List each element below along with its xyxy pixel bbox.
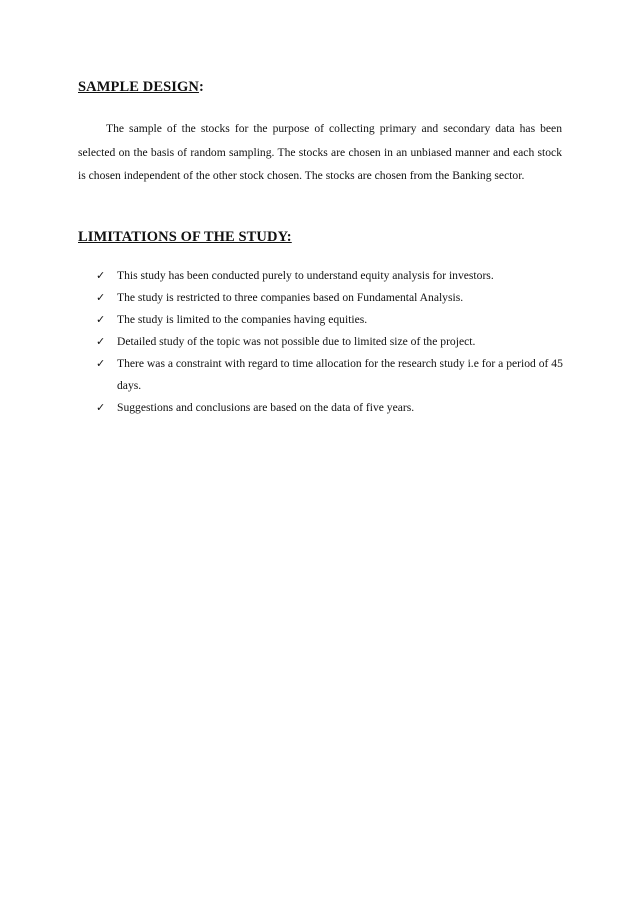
limitations-list — [96, 265, 566, 419]
checkmark-icon: ✓ — [96, 291, 106, 304]
sample-design-heading-text: SAMPLE DESIGN — [78, 79, 199, 95]
checkmark-icon: ✓ — [96, 269, 106, 282]
list-item — [96, 287, 566, 309]
list-item-text: The study is limited to the companies having equities. — [117, 313, 368, 326]
list-item — [96, 353, 566, 397]
list-item-text: This study has been conducted purely to understand equity analysis for investors. — [117, 269, 494, 282]
list-item-text: The study is restricted to three companies based on Fundamental Analysis. — [117, 291, 464, 304]
checkmark-icon: ✓ — [96, 357, 106, 370]
checkmark-icon: ✓ — [96, 401, 106, 414]
list-item — [96, 309, 566, 331]
list-item — [96, 397, 566, 419]
sample-design-paragraph: The sample of the stocks for the purpose of collecting primary and secondary data has been selected on the basis of random sampling. The stocks are chosen in an unbiased manner and each stock is chosen independent of the other stock chosen. The stocks are chosen from the Banking sector. — [78, 122, 562, 182]
limitations-heading-text: LIMITATIONS OF THE STUDY: — [78, 229, 292, 245]
list-item-text: Detailed study of the topic was not possible due to limited size of the project. — [117, 335, 476, 348]
sample-design-heading-colon: : — [198, 79, 204, 95]
list-item-text: There was a constraint with regard to time allocation for the research study i.e for a period of 45 days. — [117, 357, 563, 392]
checkmark-icon: ✓ — [96, 335, 106, 348]
list-item — [96, 331, 566, 353]
checkmark-icon: ✓ — [96, 313, 106, 326]
list-item — [96, 265, 566, 287]
sample-design-heading — [78, 79, 204, 96]
limitations-heading — [78, 229, 292, 246]
list-item-text: Suggestions and conclusions are based on the data of five years. — [117, 401, 415, 414]
